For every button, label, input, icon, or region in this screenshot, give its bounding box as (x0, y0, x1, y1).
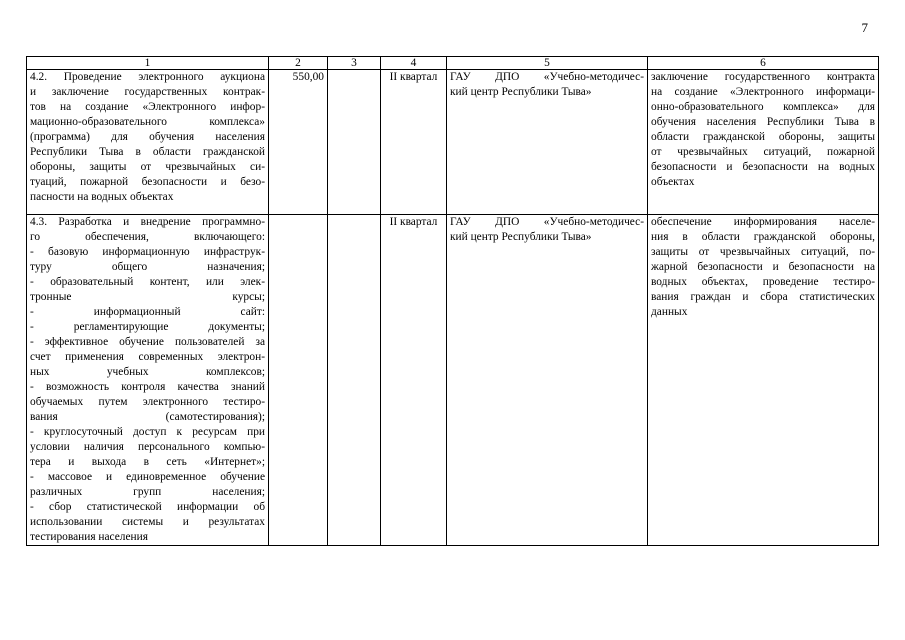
cell-text-line: - эффективное обучение пользователей за (30, 336, 265, 348)
cell-text-line: - образовательный контент, или элек- (30, 276, 265, 288)
cell-text-line: тронные курсы; (30, 291, 265, 303)
responsible-organization (447, 215, 648, 546)
cell-text-line: ных учебных комплексов; (30, 366, 265, 378)
cell-text-line: ГАУ ДПО «Учебно-методичес- (450, 71, 644, 83)
column-header-3: 3 (328, 57, 381, 70)
cell-text-line: ГАУ ДПО «Учебно-методичес- (450, 216, 644, 228)
table-row (27, 215, 879, 546)
cell-text-line: - массовое и единовременное обучение (30, 471, 265, 483)
cell-text-line: (программа) для обучения населения (30, 131, 265, 143)
cell-text-line: жарной безопасности и безопасности на (651, 261, 875, 273)
cell-text-line: 4.2. Проведение электронного аукциона (30, 71, 265, 83)
cell-text-line: ния в области гражданской обороны, (651, 231, 875, 243)
cell-text-line: вания граждан и сбора статистических (651, 291, 875, 303)
cell-text-line: туру общего назначения; (30, 261, 265, 273)
plan-table (26, 56, 879, 546)
activity-description (27, 70, 269, 215)
cell-text-line: онно-образовательного комплекса» для (651, 101, 875, 113)
cell-text-line: мационно-образовательного комплекса» (30, 116, 265, 128)
cell-text-line: кий центр Республики Тыва» (450, 86, 592, 98)
cell-text-line: области гражданской обороны, защиты (651, 131, 875, 143)
cell-text-line: обучения населения Республики Тыва в (651, 116, 875, 128)
cell-text-line: от чрезвычайных ситуаций, пожарной (651, 146, 875, 158)
activity-description (27, 215, 269, 546)
column-header-2: 2 (269, 57, 328, 70)
cell-text-line: вания (самотестирования); (30, 411, 265, 423)
page-number: 7 (861, 20, 868, 35)
cell-text-line: использовании системы и результатах (30, 516, 265, 528)
cell-text-line: тера и выхода в сеть «Интернет»; (30, 456, 265, 468)
cell-text-line: безопасности и безопасности на водных (651, 161, 875, 173)
cell-text-line: данных (651, 306, 688, 318)
cell-text-line: Республики Тыва в области гражданской (30, 146, 265, 158)
cell-text-line: на создание «Электронного информаци- (651, 86, 875, 98)
cell-text-line: обучаемых путем электронного тестиро- (30, 396, 265, 408)
funding-amount: 550,00 (269, 70, 328, 215)
column-3-cell (328, 215, 381, 546)
table-header-row (27, 57, 879, 70)
cell-text-line: го обеспечения, включающего: (30, 231, 265, 243)
cell-text-line: тов на создание «Электронного инфор- (30, 101, 265, 113)
cell-text-line: кий центр Республики Тыва» (450, 231, 592, 243)
deadline-quarter: II квартал (381, 215, 447, 546)
cell-text-line: условии наличия персонального компью- (30, 441, 265, 453)
column-header-5: 5 (447, 57, 648, 70)
cell-text-line: - регламентирующие документы; (30, 321, 265, 333)
responsible-organization (447, 70, 648, 215)
cell-text-line: защиты от чрезвычайных ситуаций, по- (651, 246, 875, 258)
column-header-4: 4 (381, 57, 447, 70)
funding-amount (269, 215, 328, 546)
cell-text-line: и заключение государственных контрак- (30, 86, 265, 98)
cell-text-line: 4.3. Разработка и внедрение программно- (30, 216, 265, 228)
column-3-cell (328, 70, 381, 215)
cell-text-line: - круглосуточный доступ к ресурсам при (30, 426, 265, 438)
deadline-quarter: II квартал (381, 70, 447, 215)
cell-text-line: пасности на водных объектах (30, 191, 174, 203)
cell-text-line: водных объектах, проведение тестиро- (651, 276, 875, 288)
expected-result (648, 70, 879, 215)
table-row (27, 70, 879, 215)
column-header-1: 1 (27, 57, 269, 70)
cell-text-line: - информационный сайт: (30, 306, 265, 318)
cell-text-line: объектах (651, 176, 695, 188)
cell-text-line: обороны, защиты от чрезвычайных си- (30, 161, 265, 173)
cell-text-line: заключение государственного контракта (651, 71, 875, 83)
cell-text-line: различных групп населения; (30, 486, 265, 498)
column-header-6: 6 (648, 57, 879, 70)
cell-text-line: - базовую информационную инфраструк- (30, 246, 265, 258)
cell-text-line: тестирования населения (30, 531, 148, 543)
cell-text-line: - сбор статистической информации об (30, 501, 265, 513)
cell-text-line: счет применения современных электрон- (30, 351, 265, 363)
cell-text-line: - возможность контроля качества знаний (30, 381, 265, 393)
cell-text-line: обеспечение информирования населе- (651, 216, 875, 228)
expected-result (648, 215, 879, 546)
cell-text-line: туаций, пожарной безопасности и безо- (30, 176, 265, 188)
